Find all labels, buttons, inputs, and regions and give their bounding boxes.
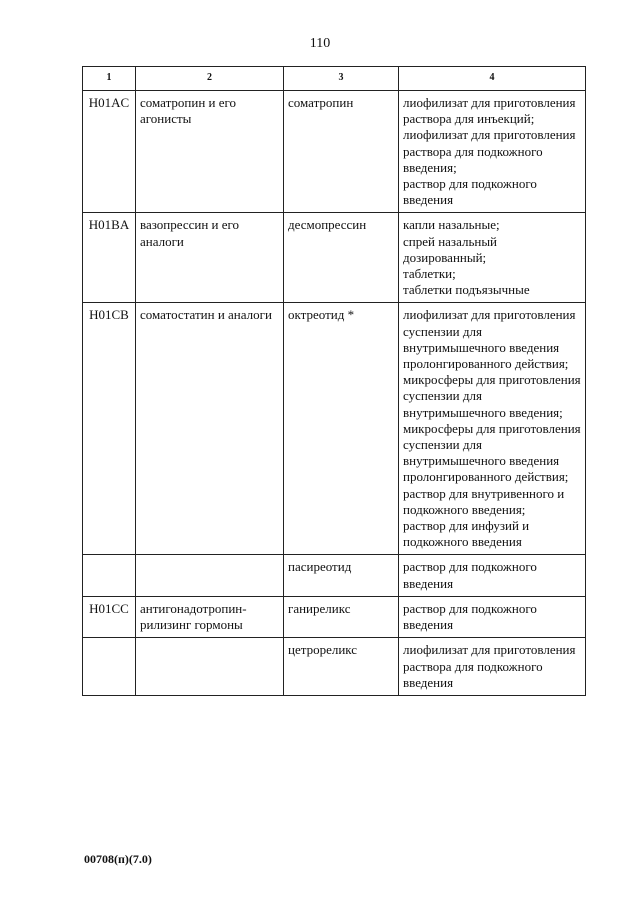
- forms-cell: [399, 303, 586, 555]
- drug-cell: соматропин: [284, 91, 399, 213]
- atc-code-cell: [83, 555, 136, 596]
- page-number: 110: [309, 36, 331, 51]
- form-item: раствор для подкожного введения: [403, 559, 537, 591]
- group-cell: соматропин и его агонисты: [136, 91, 284, 213]
- drug-cell: пасиреотид: [284, 555, 399, 596]
- column-header-2: 2: [136, 67, 284, 91]
- form-item: микросферы для приготовления суспензии для внутримышечного введения пролонгированного действия;: [403, 420, 581, 485]
- column-header-1: 1: [83, 67, 136, 91]
- drug-cell: октреотид *: [284, 303, 399, 555]
- form-item: таблетки подъязычные: [403, 282, 530, 298]
- table-row: [83, 91, 586, 213]
- form-item: лиофилизат для приготовления раствора для подкожного введения: [403, 642, 576, 690]
- drug-cell: ганиреликс: [284, 596, 399, 637]
- form-item: раствор для подкожного введения: [403, 600, 537, 633]
- table-row: [83, 213, 586, 303]
- atc-code-cell: [83, 638, 136, 696]
- form-item: спрей назальный дозированный;: [403, 233, 498, 265]
- forms-cell: [399, 555, 586, 596]
- footer-document-code: 00708(п)(7.0): [84, 852, 152, 866]
- table-row: [83, 555, 586, 596]
- form-item: раствор для инфузий и подкожного введения: [403, 518, 530, 550]
- column-header-4: 4: [399, 67, 586, 91]
- table-row: [83, 596, 586, 637]
- forms-cell: [399, 91, 586, 213]
- form-item: раствор для внутривенного и подкожного введения;: [403, 485, 565, 517]
- form-item: лиофилизат для приготовления раствора для инъекций;: [403, 95, 576, 127]
- drug-cell: десмопрессин: [284, 213, 399, 303]
- atc-code-cell: H01AC: [83, 91, 136, 213]
- group-cell: [136, 555, 284, 596]
- atc-code-cell: H01CB: [83, 303, 136, 555]
- atc-code-cell: H01CC: [83, 596, 136, 637]
- form-item: лиофилизат для приготовления раствора для подкожного введения;: [403, 127, 576, 175]
- atc-code-cell: H01BA: [83, 213, 136, 303]
- table-header-row: [83, 67, 586, 91]
- forms-cell: [399, 638, 586, 696]
- group-cell: [136, 638, 284, 696]
- column-header-3: 3: [284, 67, 399, 91]
- drug-table: [82, 66, 586, 696]
- form-item: раствор для подкожного введения: [403, 176, 537, 208]
- form-item: таблетки;: [403, 266, 456, 282]
- group-cell: соматостатин и аналоги: [136, 303, 284, 555]
- table-row: [83, 638, 586, 696]
- form-item: микросферы для приготовления суспензии для внутримышечного введения;: [403, 372, 581, 420]
- group-cell: антигонадотропин-рилизинг гормоны: [136, 596, 284, 637]
- form-item: капли назальные;: [403, 217, 500, 233]
- forms-cell: [399, 213, 586, 303]
- table-row: [83, 303, 586, 555]
- forms-cell: [399, 596, 586, 637]
- form-item: лиофилизат для приготовления суспензии для внутримышечного введения пролонгированного действия;: [403, 307, 576, 372]
- drug-cell: цетрореликс: [284, 638, 399, 696]
- group-cell: вазопрессин и его аналоги: [136, 213, 284, 303]
